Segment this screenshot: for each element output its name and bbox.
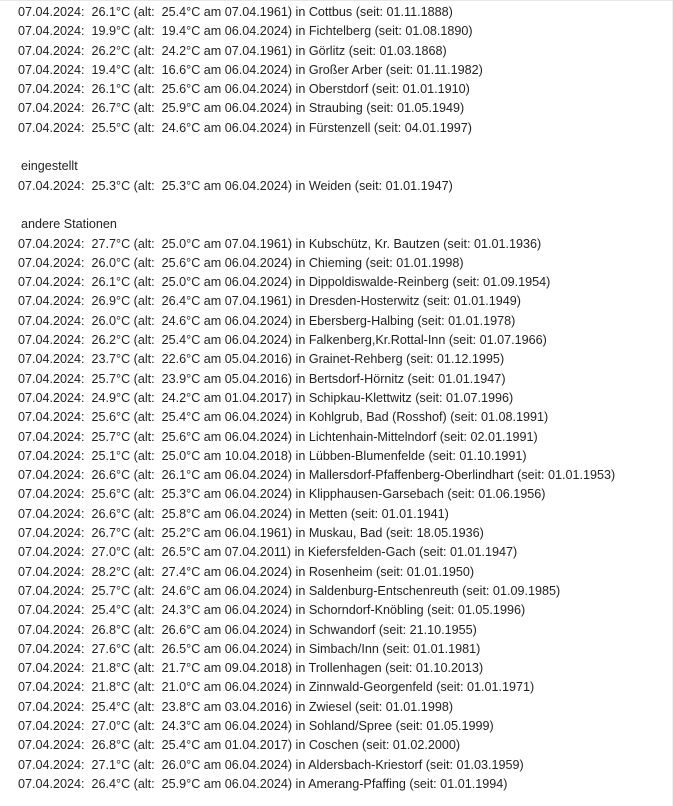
record-section-eingestellt bbox=[18, 157, 673, 196]
record-row: 07.04.2024: 25.6°C (alt: 25.3°C am 06.04.2024) in Klipphausen-Garsebach (seit: 01.06.1956) bbox=[18, 487, 546, 502]
record-row: 07.04.2024: 26.1°C (alt: 25.6°C am 06.04.2024) in Oberstdorf (seit: 01.01.1910) bbox=[18, 82, 470, 97]
record-row: 07.04.2024: 28.2°C (alt: 27.4°C am 06.04.2024) in Rosenheim (seit: 01.01.1950) bbox=[18, 564, 475, 579]
record-row: 07.04.2024: 19.4°C (alt: 16.6°C am 06.04.2024) in Großer Arber (seit: 01.11.1982) bbox=[18, 62, 483, 77]
record-row: 07.04.2024: 26.8°C (alt: 26.6°C am 06.04.2024) in Schwandorf (seit: 21.10.1955) bbox=[18, 622, 477, 637]
record-row: 07.04.2024: 25.5°C (alt: 24.6°C am 06.04.2024) in Fürstenzell (seit: 04.01.1997) bbox=[18, 120, 472, 135]
record-row: 07.04.2024: 26.7°C (alt: 25.2°C am 06.04.1961) in Muskau, Bad (seit: 18.05.1936) bbox=[18, 526, 484, 541]
record-row: 07.04.2024: 21.8°C (alt: 21.0°C am 06.04.2024) in Zinnwald-Georgenfeld (seit: 01.01.1971) bbox=[18, 680, 535, 695]
record-row: 07.04.2024: 26.0°C (alt: 24.6°C am 06.04.2024) in Ebersberg-Halbing (seit: 01.01.1978) bbox=[18, 313, 516, 328]
record-row: 07.04.2024: 25.4°C (alt: 23.8°C am 03.04.2016) in Zwiesel (seit: 01.01.1998) bbox=[18, 699, 454, 714]
section-spacer bbox=[18, 196, 673, 215]
record-row: 07.04.2024: 25.7°C (alt: 24.6°C am 06.04.2024) in Saldenburg-Entschenreuth (seit: 01.09.1985) bbox=[18, 583, 561, 598]
record-row: 07.04.2024: 27.1°C (alt: 26.0°C am 06.04.2024) in Aldersbach-Kriestorf (seit: 01.03.1959) bbox=[18, 757, 524, 772]
record-section-andere-stationen bbox=[18, 215, 673, 794]
record-section-main bbox=[18, 3, 673, 138]
record-row: 07.04.2024: 26.8°C (alt: 25.4°C am 01.04.2017) in Coschen (seit: 01.02.2000) bbox=[18, 738, 461, 753]
record-row: 07.04.2024: 19.9°C (alt: 19.4°C am 06.04.2024) in Fichtelberg (seit: 01.08.1890) bbox=[18, 24, 473, 39]
record-row: 07.04.2024: 26.7°C (alt: 25.9°C am 06.04.2024) in Straubing (seit: 01.05.1949) bbox=[18, 101, 465, 116]
record-row: 07.04.2024: 26.0°C (alt: 25.6°C am 06.04.2024) in Chieming (seit: 01.01.1998) bbox=[18, 255, 464, 270]
section-spacer bbox=[18, 138, 673, 157]
record-row: 07.04.2024: 25.4°C (alt: 24.3°C am 06.04.2024) in Schorndorf-Knöbling (seit: 01.05.1996) bbox=[18, 603, 526, 618]
record-row: 07.04.2024: 26.6°C (alt: 26.1°C am 06.04.2024) in Mallersdorf-Pfaffenberg-Oberlindhart (seit: 01.01.1953) bbox=[18, 468, 616, 483]
record-row: 07.04.2024: 27.0°C (alt: 26.5°C am 07.04.2011) in Kiefersfelden-Gach (seit: 01.01.1947) bbox=[18, 545, 518, 560]
record-row: 07.04.2024: 25.3°C (alt: 25.3°C am 06.04.2024) in Weiden (seit: 01.01.1947) bbox=[18, 178, 453, 193]
record-row: 07.04.2024: 25.1°C (alt: 25.0°C am 10.04.2018) in Lübben-Blumenfelde (seit: 01.10.1991) bbox=[18, 448, 527, 463]
record-list bbox=[18, 3, 673, 794]
section-heading: andere Stationen bbox=[21, 217, 117, 232]
record-row: 07.04.2024: 26.2°C (alt: 24.2°C am 07.04.1961) in Görlitz (seit: 01.03.1868) bbox=[18, 43, 447, 58]
record-row: 07.04.2024: 21.8°C (alt: 21.7°C am 09.04.2018) in Trollenhagen (seit: 01.10.2013) bbox=[18, 661, 484, 676]
record-row: 07.04.2024: 26.4°C (alt: 25.9°C am 06.04.2024) in Amerang-Pfaffing (seit: 01.01.1994) bbox=[18, 776, 508, 791]
record-row: 07.04.2024: 27.6°C (alt: 26.5°C am 06.04.2024) in Simbach/Inn (seit: 01.01.1981) bbox=[18, 641, 481, 656]
record-row: 07.04.2024: 26.1°C (alt: 25.0°C am 06.04.2024) in Dippoldiswalde-Reinberg (seit: 01.09.1954) bbox=[18, 275, 551, 290]
record-row: 07.04.2024: 27.7°C (alt: 25.0°C am 07.04.1961) in Kubschütz, Kr. Bautzen (seit: 01.01.1936) bbox=[18, 236, 542, 251]
record-row: 07.04.2024: 26.9°C (alt: 26.4°C am 07.04.1961) in Dresden-Hosterwitz (seit: 01.01.1949) bbox=[18, 294, 521, 309]
record-row: 07.04.2024: 27.0°C (alt: 24.3°C am 06.04.2024) in Sohland/Spree (seit: 01.05.1999) bbox=[18, 718, 494, 733]
record-row: 07.04.2024: 24.9°C (alt: 24.2°C am 01.04.2017) in Schipkau-Klettwitz (seit: 01.07.1996) bbox=[18, 390, 514, 405]
record-row: 07.04.2024: 25.6°C (alt: 25.4°C am 06.04.2024) in Kohlgrub, Bad (Rosshof) (seit: 01.08.1991) bbox=[18, 410, 549, 425]
record-row: 07.04.2024: 25.7°C (alt: 25.6°C am 06.04.2024) in Lichtenhain-Mittelndorf (seit: 02.01.1991) bbox=[18, 429, 538, 444]
record-row: 07.04.2024: 26.6°C (alt: 25.8°C am 06.04.2024) in Metten (seit: 01.01.1941) bbox=[18, 506, 449, 521]
record-row: 07.04.2024: 25.7°C (alt: 23.9°C am 05.04.2016) in Bertsdorf-Hörnitz (seit: 01.01.1947) bbox=[18, 371, 506, 386]
record-row: 07.04.2024: 26.2°C (alt: 25.4°C am 06.04.2024) in Falkenberg,Kr.Rottal-Inn (seit: 01.07.1966) bbox=[18, 333, 547, 348]
section-heading: eingestellt bbox=[21, 159, 78, 174]
record-row: 07.04.2024: 26.1°C (alt: 25.4°C am 07.04.1961) in Cottbus (seit: 01.11.1888) bbox=[18, 5, 453, 19]
record-row: 07.04.2024: 23.7°C (alt: 22.6°C am 05.04.2016) in Grainet-Rehberg (seit: 01.12.1995) bbox=[18, 352, 505, 367]
